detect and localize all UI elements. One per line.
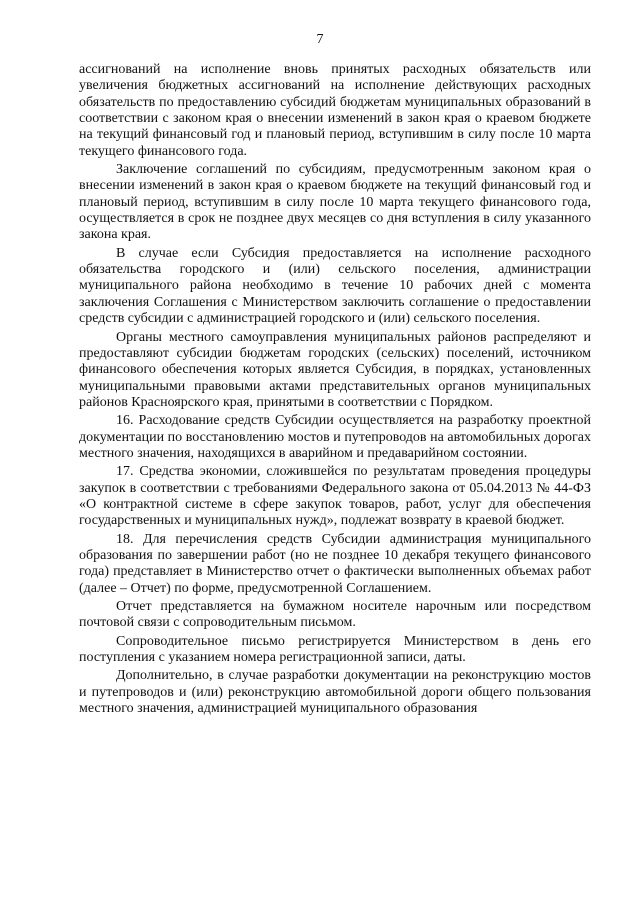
paragraph-clause-17: 17. Средства экономии, сложившейся по результатам проведения процедуры закупок в соответствии с требованиями Федерального закона от 05.04.2013 № 44-ФЗ «О контрактной системе в сфере закупок товаров, работ, услуг для обеспечения государственных и муниципальных нужд», подлежат возврату в краевой бюджет. (79, 464, 591, 529)
paragraph-settlement-subsidy: В случае если Субсидия предоставляется на исполнение расходного обязательства городского и (или) сельского поселения, администрации муниципального района необходимо в течение 10 рабочих дней с момента заключения Соглашения с Министерством заключить соглашение о предоставлении средств субсидии с администрацией городского и (или) сельского поселения. (79, 245, 591, 327)
paragraph-agreements-deadline: Заключение соглашений по субсидиям, предусмотренным законом края о внесении изменений в закон края о краевом бюджете на текущий финансовый год и плановый период, вступившим в силу после 10 марта текущего финансового года, осуществляется в срок не позднее двух месяцев со дня вступления в силу указанного закона края. (79, 162, 591, 243)
paragraph-report-submission: Отчет представляется на бумажном носителе нарочным или посредством почтовой связи с сопроводительным письмом. (79, 599, 591, 631)
paragraph-additional: Дополнительно, в случае разработки документации на реконструкцию мостов и путепроводов и (или) реконструкцию автомобильной дороги общего пользования местного значения, администрацией муниципального образования (79, 668, 591, 717)
paragraph-continuation: ассигнований на исполнение вновь принятых расходных обязательств или увеличения бюджетных ассигнований на исполнение действующих расходных обязательств по предоставлению субсидий бюджетам муниципальных образований в соответствии с законом края о внесении изменений в закон края о краевом бюджете на текущий финансовый год и плановый период, вступившим в силу после 10 марта текущего финансового года. (79, 62, 591, 159)
paragraph-cover-letter: Сопроводительное письмо регистрируется Министерством в день его поступления с указанием номера регистрационной записи, даты. (79, 633, 591, 666)
paragraph-clause-16: 16. Расходование средств Субсидии осуществляется на разработку проектной документации по восстановлению мостов и путепроводов на автомобильных дорогах местного значения, находящихся в аварийном и предаварийном состоянии. (79, 413, 591, 461)
document-body (79, 62, 591, 719)
paragraph-clause-18: 18. Для перечисления средств Субсидии администрация муниципального образования по завершении работ (но не позднее 10 декабря текущего финансового года) представляет в Министерство отчет о фактически выполненных объемах работ (далее – Отчет) по форме, предусмотренной Соглашением. (79, 531, 591, 596)
paragraph-local-distribution: Органы местного самоуправления муниципальных районов распределяют и предоставляют субсидии бюджетам городских (сельских) поселений, источником финансового обеспечения которых является Субсидия, в порядках, установленных муниципальными правовыми актами представительных органов муниципальных районов Красноярского края, принятыми в соответствии с Порядком. (79, 329, 591, 410)
page-number: 7 (316, 32, 324, 47)
